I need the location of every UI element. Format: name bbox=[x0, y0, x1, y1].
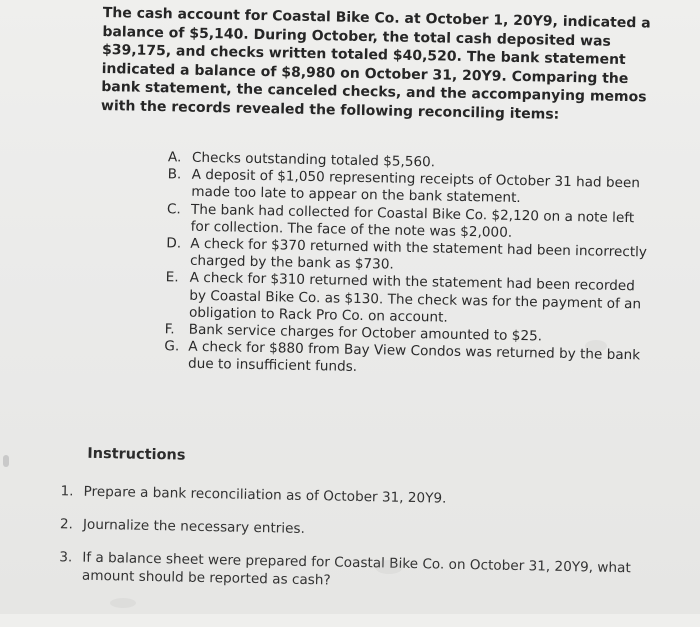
item-letter: F. bbox=[164, 321, 175, 338]
item-text: Bank service charges for October amounted to $25. bbox=[188, 321, 543, 345]
step-number: 1. bbox=[60, 483, 74, 500]
paper-smudge bbox=[585, 340, 607, 352]
item-text: The bank had collected for Coastal Bike Co. $2,120 on a note left for collection. The face of the note was $2,000. bbox=[190, 201, 635, 241]
instructions-list bbox=[59, 482, 641, 610]
instruction-step-2 bbox=[60, 515, 640, 544]
item-text: A check for $370 returned with the statement had been incorrectly charged by the bank as $730. bbox=[189, 235, 648, 273]
item-letter: B. bbox=[167, 166, 182, 183]
item-text: Checks outstanding totaled $5,560. bbox=[191, 149, 436, 171]
paper-smudge bbox=[110, 598, 136, 608]
reconciling-items-list bbox=[164, 149, 658, 382]
instructions-heading: Instructions bbox=[87, 445, 186, 464]
step-text: Prepare a bank reconciliation as of October 31, 20Y9. bbox=[83, 483, 447, 507]
step-text: If a balance sheet were prepared for Coastal Bike Co. on October 31, 20Y9, what amount should be reported as cash? bbox=[81, 549, 631, 589]
paper-smudge bbox=[375, 560, 403, 574]
item-letter: G. bbox=[164, 338, 180, 355]
instruction-step-1 bbox=[60, 482, 640, 511]
page-edge-mark bbox=[3, 455, 9, 467]
item-text: A check for $310 returned with the statement had been recorded by Coastal Bike Co. as $130. The check was for the payment of an obligation to Rack Pro Co. on account. bbox=[188, 270, 642, 326]
step-number: 3. bbox=[59, 549, 73, 566]
reconciling-item-e bbox=[165, 270, 656, 331]
problem-intro: The cash account for Coastal Bike Co. at October 1, 20Y9, indicated a balance of $5,140. During October, the total cash deposited was $39,175, and checks written totaled $40,520. The bank statement indicated a balance of $8,980 on October 31, 20Y9. Comparing the bank statement, the canceled checks, and the accompanying memos with the records revealed the following reconciling items: bbox=[100, 4, 651, 123]
item-letter: A. bbox=[167, 149, 182, 166]
item-text: A deposit of $1,050 representing receipts of October 31 had been made too late to appear on the bank statement. bbox=[191, 166, 641, 207]
step-number: 2. bbox=[59, 516, 74, 533]
item-letter: D. bbox=[166, 235, 182, 252]
item-letter: E. bbox=[165, 269, 179, 286]
instruction-step-3 bbox=[59, 548, 640, 595]
step-text: Journalize the necessary entries. bbox=[82, 516, 306, 537]
item-letter: C. bbox=[166, 200, 182, 218]
item-text: A check for $880 from Bay View Condos was returned by the bank due to insufficient funds. bbox=[187, 338, 641, 376]
